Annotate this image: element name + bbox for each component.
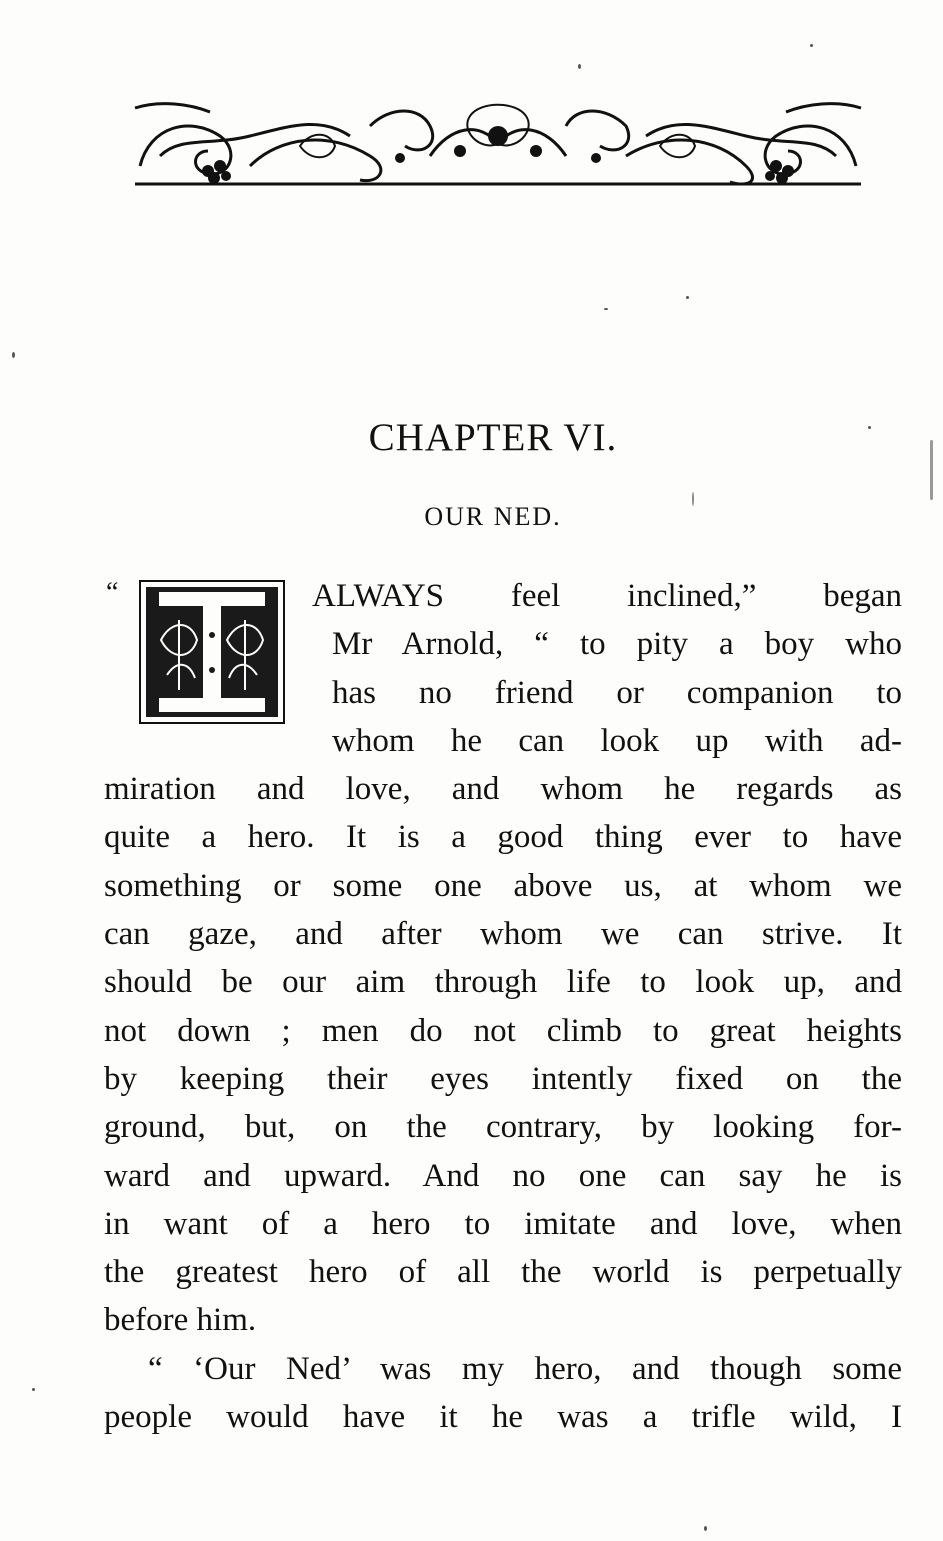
paper-speck (32, 1388, 35, 1391)
paper-speck (810, 44, 813, 47)
paper-speck (692, 492, 694, 506)
text-line: whom he can look up with ad- (332, 722, 902, 759)
text-line: ALWAYS feel inclined,” began (312, 578, 902, 614)
paper-speck (578, 64, 581, 69)
text-line: ground, but, on the contrary, by looking for- (104, 1109, 902, 1146)
chapter-body-text (104, 572, 902, 1441)
text-line: the greatest hero of all the world is perpetually (104, 1254, 902, 1291)
paper-speck (930, 440, 933, 500)
opening-quote-mark: “ (106, 577, 119, 608)
text-line: miration and love, and whom he regards as (104, 771, 902, 808)
text-line: quite a hero. It is a good thing ever to have (104, 819, 902, 856)
chapter-subtitle: OUR NED. (424, 502, 562, 531)
text-line: should be our aim through life to look up, and (104, 964, 902, 1001)
chapter-title: CHAPTER VI. (368, 416, 618, 459)
paper-speck (868, 426, 871, 429)
text-line: people would have it he was a trifle wild, I (104, 1399, 902, 1436)
paper-speck (12, 352, 15, 358)
text-line: has no friend or companion to (332, 674, 902, 711)
text-line: not down ; men do not climb to great heights (104, 1012, 902, 1049)
paper-speck (604, 308, 608, 310)
text-line: in want of a hero to imitate and love, when (104, 1205, 902, 1242)
text-line: “ ‘Our Ned’ was my hero, and though some (148, 1350, 902, 1387)
paper-speck (686, 296, 689, 299)
text-line: something or some one above us, at whom we (104, 867, 902, 904)
text-line: ward and upward. And no one can say he is (104, 1157, 902, 1194)
text-line: can gaze, and after whom we can strive. It (104, 916, 902, 953)
paper-speck (704, 1526, 707, 1531)
decorative-headpiece-ornament (130, 96, 866, 192)
text-line: Mr Arnold, “ to pity a boy who (332, 626, 902, 663)
text-line: before him. (104, 1302, 257, 1339)
text-line: by keeping their eyes intently fixed on the (104, 1060, 902, 1097)
